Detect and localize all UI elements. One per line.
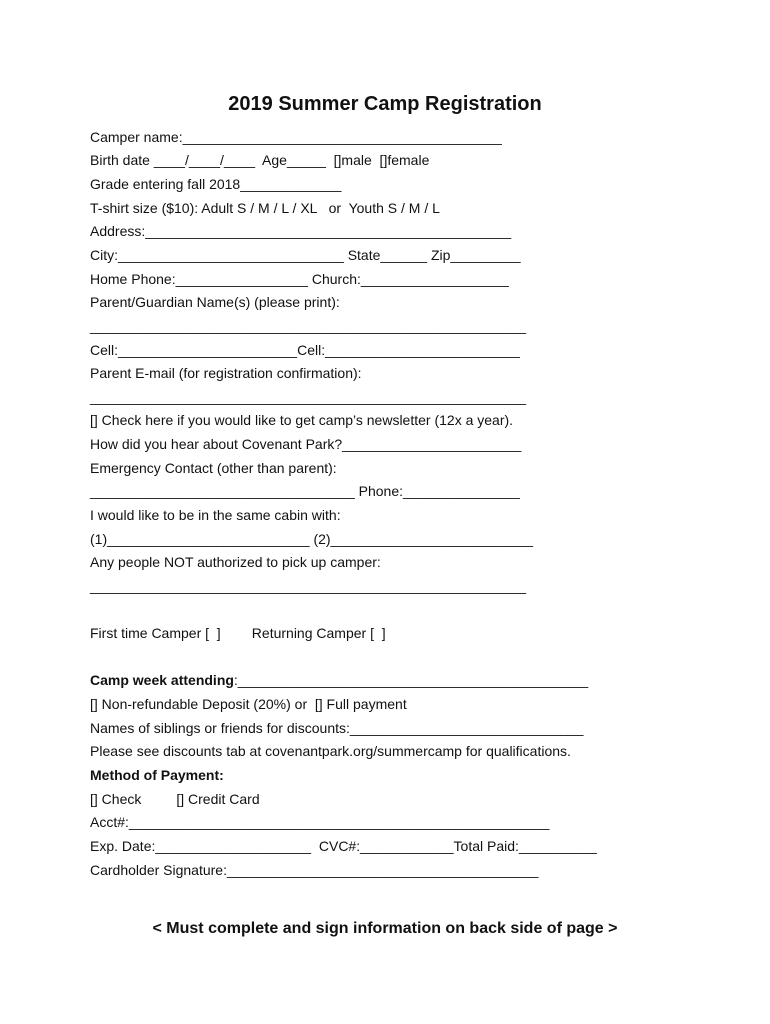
- back-side-notice: < Must complete and sign information on back side of page >: [152, 920, 618, 937]
- payment-method-checkboxes[interactable]: [] Check [] Credit Card: [90, 791, 260, 807]
- emergency-contact-field[interactable]: __________________________________ Phone:_______________: [90, 483, 520, 499]
- exp-cvc-total-field[interactable]: Exp. Date:____________________ CVC#:____________Total Paid:__________: [90, 838, 597, 854]
- grade-field[interactable]: Grade entering fall 2018_____________: [90, 176, 342, 192]
- cabin-request-field[interactable]: (1)__________________________ (2)__________________________: [90, 531, 533, 547]
- parent-email-label: Parent E-mail (for registration confirmation):: [90, 365, 362, 381]
- page-title: 2019 Summer Camp Registration: [228, 93, 542, 115]
- camper-status-checkboxes[interactable]: First time Camper [ ] Returning Camper [ ]: [90, 625, 386, 641]
- home-phone-church-field[interactable]: Home Phone:_________________ Church:___________________: [90, 271, 509, 287]
- newsletter-checkbox[interactable]: [] Check here if you would like to get camp’s newsletter (12x a year).: [90, 412, 514, 428]
- camper-name-field[interactable]: Camper name:_________________________________________: [90, 129, 502, 145]
- camp-week-label: Camp week attending: [90, 672, 234, 688]
- account-number-field[interactable]: Acct#:______________________________________________________: [90, 814, 550, 830]
- unauthorized-pickup-field[interactable]: ________________________________________________________: [90, 578, 527, 594]
- parent-name-label: Parent/Guardian Name(s) (please print):: [90, 294, 340, 310]
- birth-date-field[interactable]: Birth date ____/____/____ Age_____ []male []female: [90, 152, 430, 168]
- deposit-payment-options[interactable]: [] Non-refundable Deposit (20%) or [] Full payment: [90, 696, 407, 712]
- address-field[interactable]: Address:_______________________________________________: [90, 223, 512, 239]
- discount-note: Please see discounts tab at covenantpark.org/summercamp for qualifications.: [90, 743, 571, 759]
- parent-name-field[interactable]: ________________________________________________________: [90, 318, 527, 334]
- camp-week-blank[interactable]: :_____________________________________________: [233, 672, 589, 688]
- referral-field[interactable]: How did you hear about Covenant Park?_______________________: [90, 436, 522, 452]
- camp-week-field[interactable]: [90, 671, 588, 689]
- unauthorized-pickup-label: Any people NOT authorized to pick up camper:: [90, 554, 381, 570]
- parent-email-field[interactable]: ________________________________________________________: [90, 389, 527, 405]
- cardholder-signature-field[interactable]: Cardholder Signature:________________________________________: [90, 862, 539, 878]
- city-state-zip-field[interactable]: City:_____________________________ State______ Zip_________: [90, 247, 521, 263]
- emergency-contact-label: Emergency Contact (other than parent):: [90, 460, 337, 476]
- cell-phones-field[interactable]: Cell:_______________________Cell:_________________________: [90, 342, 520, 358]
- payment-method-heading: Method of Payment:: [90, 767, 224, 783]
- tshirt-size-field[interactable]: T-shirt size ($10): Adult S / M / L / XL or Youth S / M / L: [90, 200, 440, 216]
- sibling-discount-field[interactable]: Names of siblings or friends for discounts:______________________________: [90, 720, 584, 736]
- cabin-request-label: I would like to be in the same cabin with:: [90, 507, 341, 523]
